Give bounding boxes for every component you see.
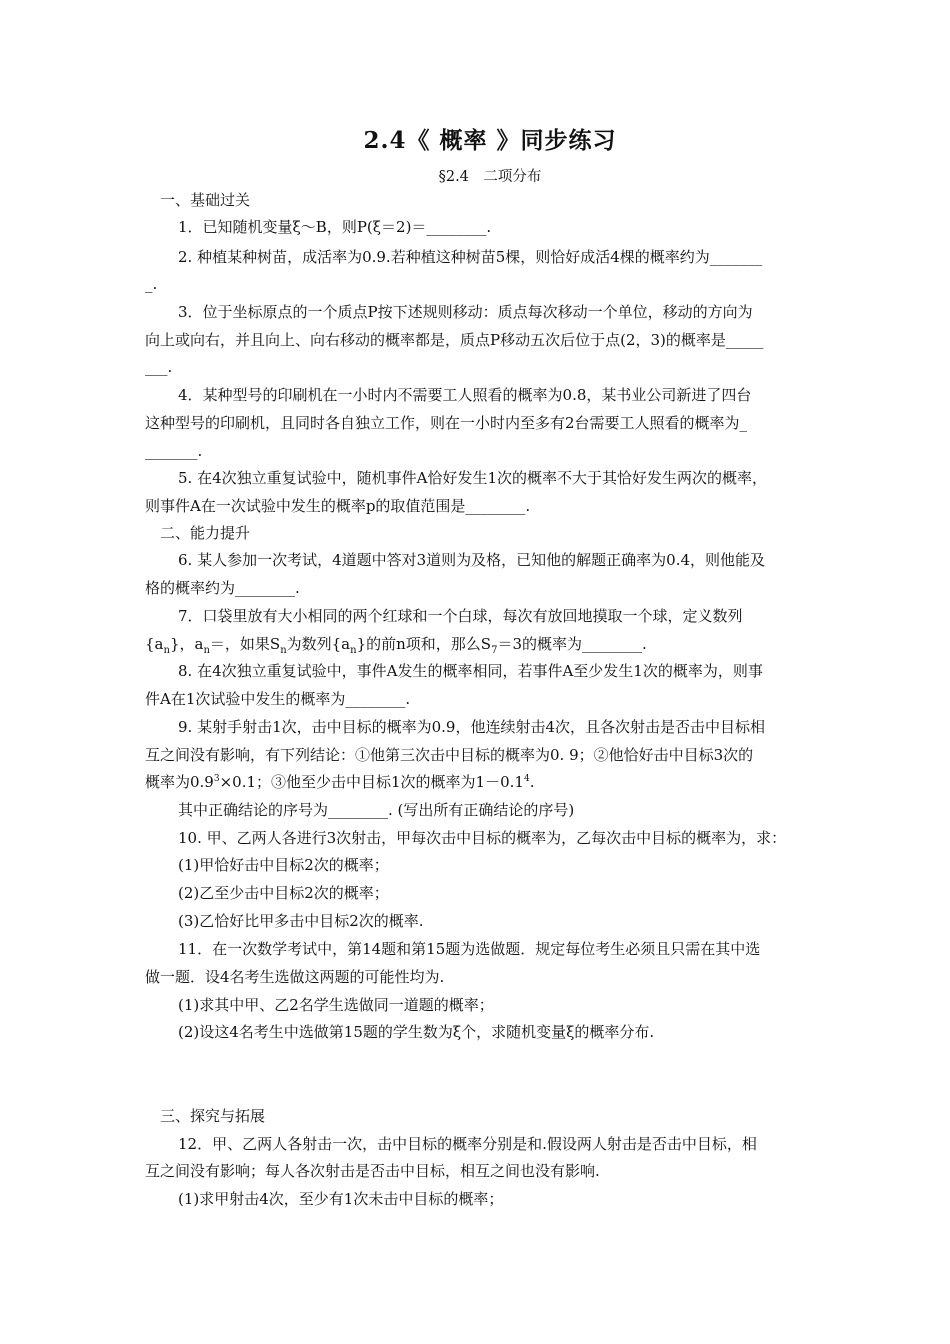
question-11-line-1: 11．在一次数学考试中，第14题和第15题为选做题．规定每位考生必须且只需在其中选 (178, 940, 761, 958)
question-8-line-2: 件A在1次试验中发生的概率为________. (145, 690, 411, 708)
question-3-line-1: 3．位于坐标原点的一个质点P按下述规则移动：质点每次移动一个单位，移动的方向为 (178, 303, 753, 321)
question-12-line-2: 互之间没有影响；每人各次射击是否击中目标，相互之间也没有影响. (145, 1162, 600, 1180)
question-8-line-1: 8. 在4次独立重复试验中，事件A发生的概率相同，若事件A至少发生1次的概率为，则事 (178, 662, 763, 680)
question-10-line-1: 10. 甲、乙两人各进行3次射击，甲每次击中目标的概率为，乙每次击中目标的概率为，求： (178, 829, 787, 847)
question-3-line-3: ___. (145, 358, 173, 376)
question-4-line-2: 这种型号的印刷机，且同时各自独立工作，则在一小时内至多有2台需要工人照看的概率为_ (145, 414, 748, 432)
question-10-part-3: (3)乙恰好比甲多击中目标2次的概率. (178, 912, 424, 930)
question-2-line-1: 2. 种植某种树苗，成活率为0.9.若种植这种树苗5棵，则恰好成活4棵的概率约为_______ (178, 248, 763, 266)
question-11-part-2: (2)设这4名考生中选做第15题的学生数为ξ个，求随机变量ξ的概率分布. (178, 1023, 655, 1041)
question-4-line-3: _______. (145, 442, 203, 460)
question-5-line-1: 5. 在4次独立重复试验中，随机事件A恰好发生1次的概率不大于其恰好发生两次的概率， (178, 469, 768, 487)
question-10-part-1: (1)甲恰好击中目标2次的概率； (178, 856, 389, 874)
question-9-line-3: 概率为$0.9^3\times 0.1$；③他至少击中目标1次的概率为$1-0.1^4$. (145, 773, 535, 791)
question-7-line-2: $\{a_n\}$，$a_n=$，如果$S_n$为数列$\{a_n\}$的前n项和，那么$S_7=3$的概率为________. (145, 635, 647, 656)
question-4-line-1: 4．某种型号的印刷机在一小时内不需要工人照看的概率为0.8，某书业公司新进了四台 (178, 386, 752, 404)
section-heading-basic: 一、基础过关 (160, 191, 251, 209)
question-3-line-2: 向上或向右，并且向上、向右移动的概率都是，质点P移动五次后位于点(2，3)的概率是_____ (145, 331, 764, 349)
section-heading-explore: 三、探究与拓展 (160, 1107, 266, 1125)
question-10-part-2: (2)乙至少击中目标2次的概率； (178, 884, 389, 902)
question-11-part-1: (1)求其中甲、乙2名学生选做同一道题的概率； (178, 996, 494, 1014)
question-12-part-1: (1)求甲射击4次，至少有1次未击中目标的概率； (178, 1190, 504, 1208)
section-heading-ability: 二、能力提升 (160, 524, 251, 542)
section-subtitle: §2.4 二项分布 (438, 169, 542, 185)
question-1: 1．已知随机变量ξ～B，则P(ξ＝2)＝________. (178, 218, 492, 236)
question-5-line-2: 则事件A在一次试验中发生的概率p的取值范围是________. (145, 497, 531, 515)
question-6-line-2: 格的概率约为________. (145, 579, 300, 597)
question-9-line-4: 其中正确结论的序号为________. (写出所有正确结论的序号) (178, 801, 575, 819)
question-2-line-2: _. (145, 275, 158, 293)
question-12-line-1: 12．甲、乙两人各射击一次，击中目标的概率分别是和.假设两人射击是否击中目标，相 (178, 1135, 757, 1153)
question-9-line-1: 9. 某射手射击1次，击中目标的概率为0.9，他连续射击4次，且各次射击是否击中目标相 (178, 718, 766, 736)
document-title: 2.4《 概率 》同步练习 (363, 127, 617, 154)
question-11-line-2: 做一题．设4名考生选做这两题的可能性均为. (145, 968, 445, 986)
question-9-line-2: 互之间没有影响，有下列结论：①他第三次击中目标的概率为0. 9；②他恰好击中目标3次的 (145, 746, 754, 764)
question-7-line-1: 7．口袋里放有大小相同的两个红球和一个白球，每次有放回地摸取一个球，定义数列 (178, 607, 743, 625)
question-6-line-1: 6. 某人参加一次考试，4道题中答对3道则为及格，已知他的解题正确率为0.4，则他能及 (178, 551, 766, 569)
